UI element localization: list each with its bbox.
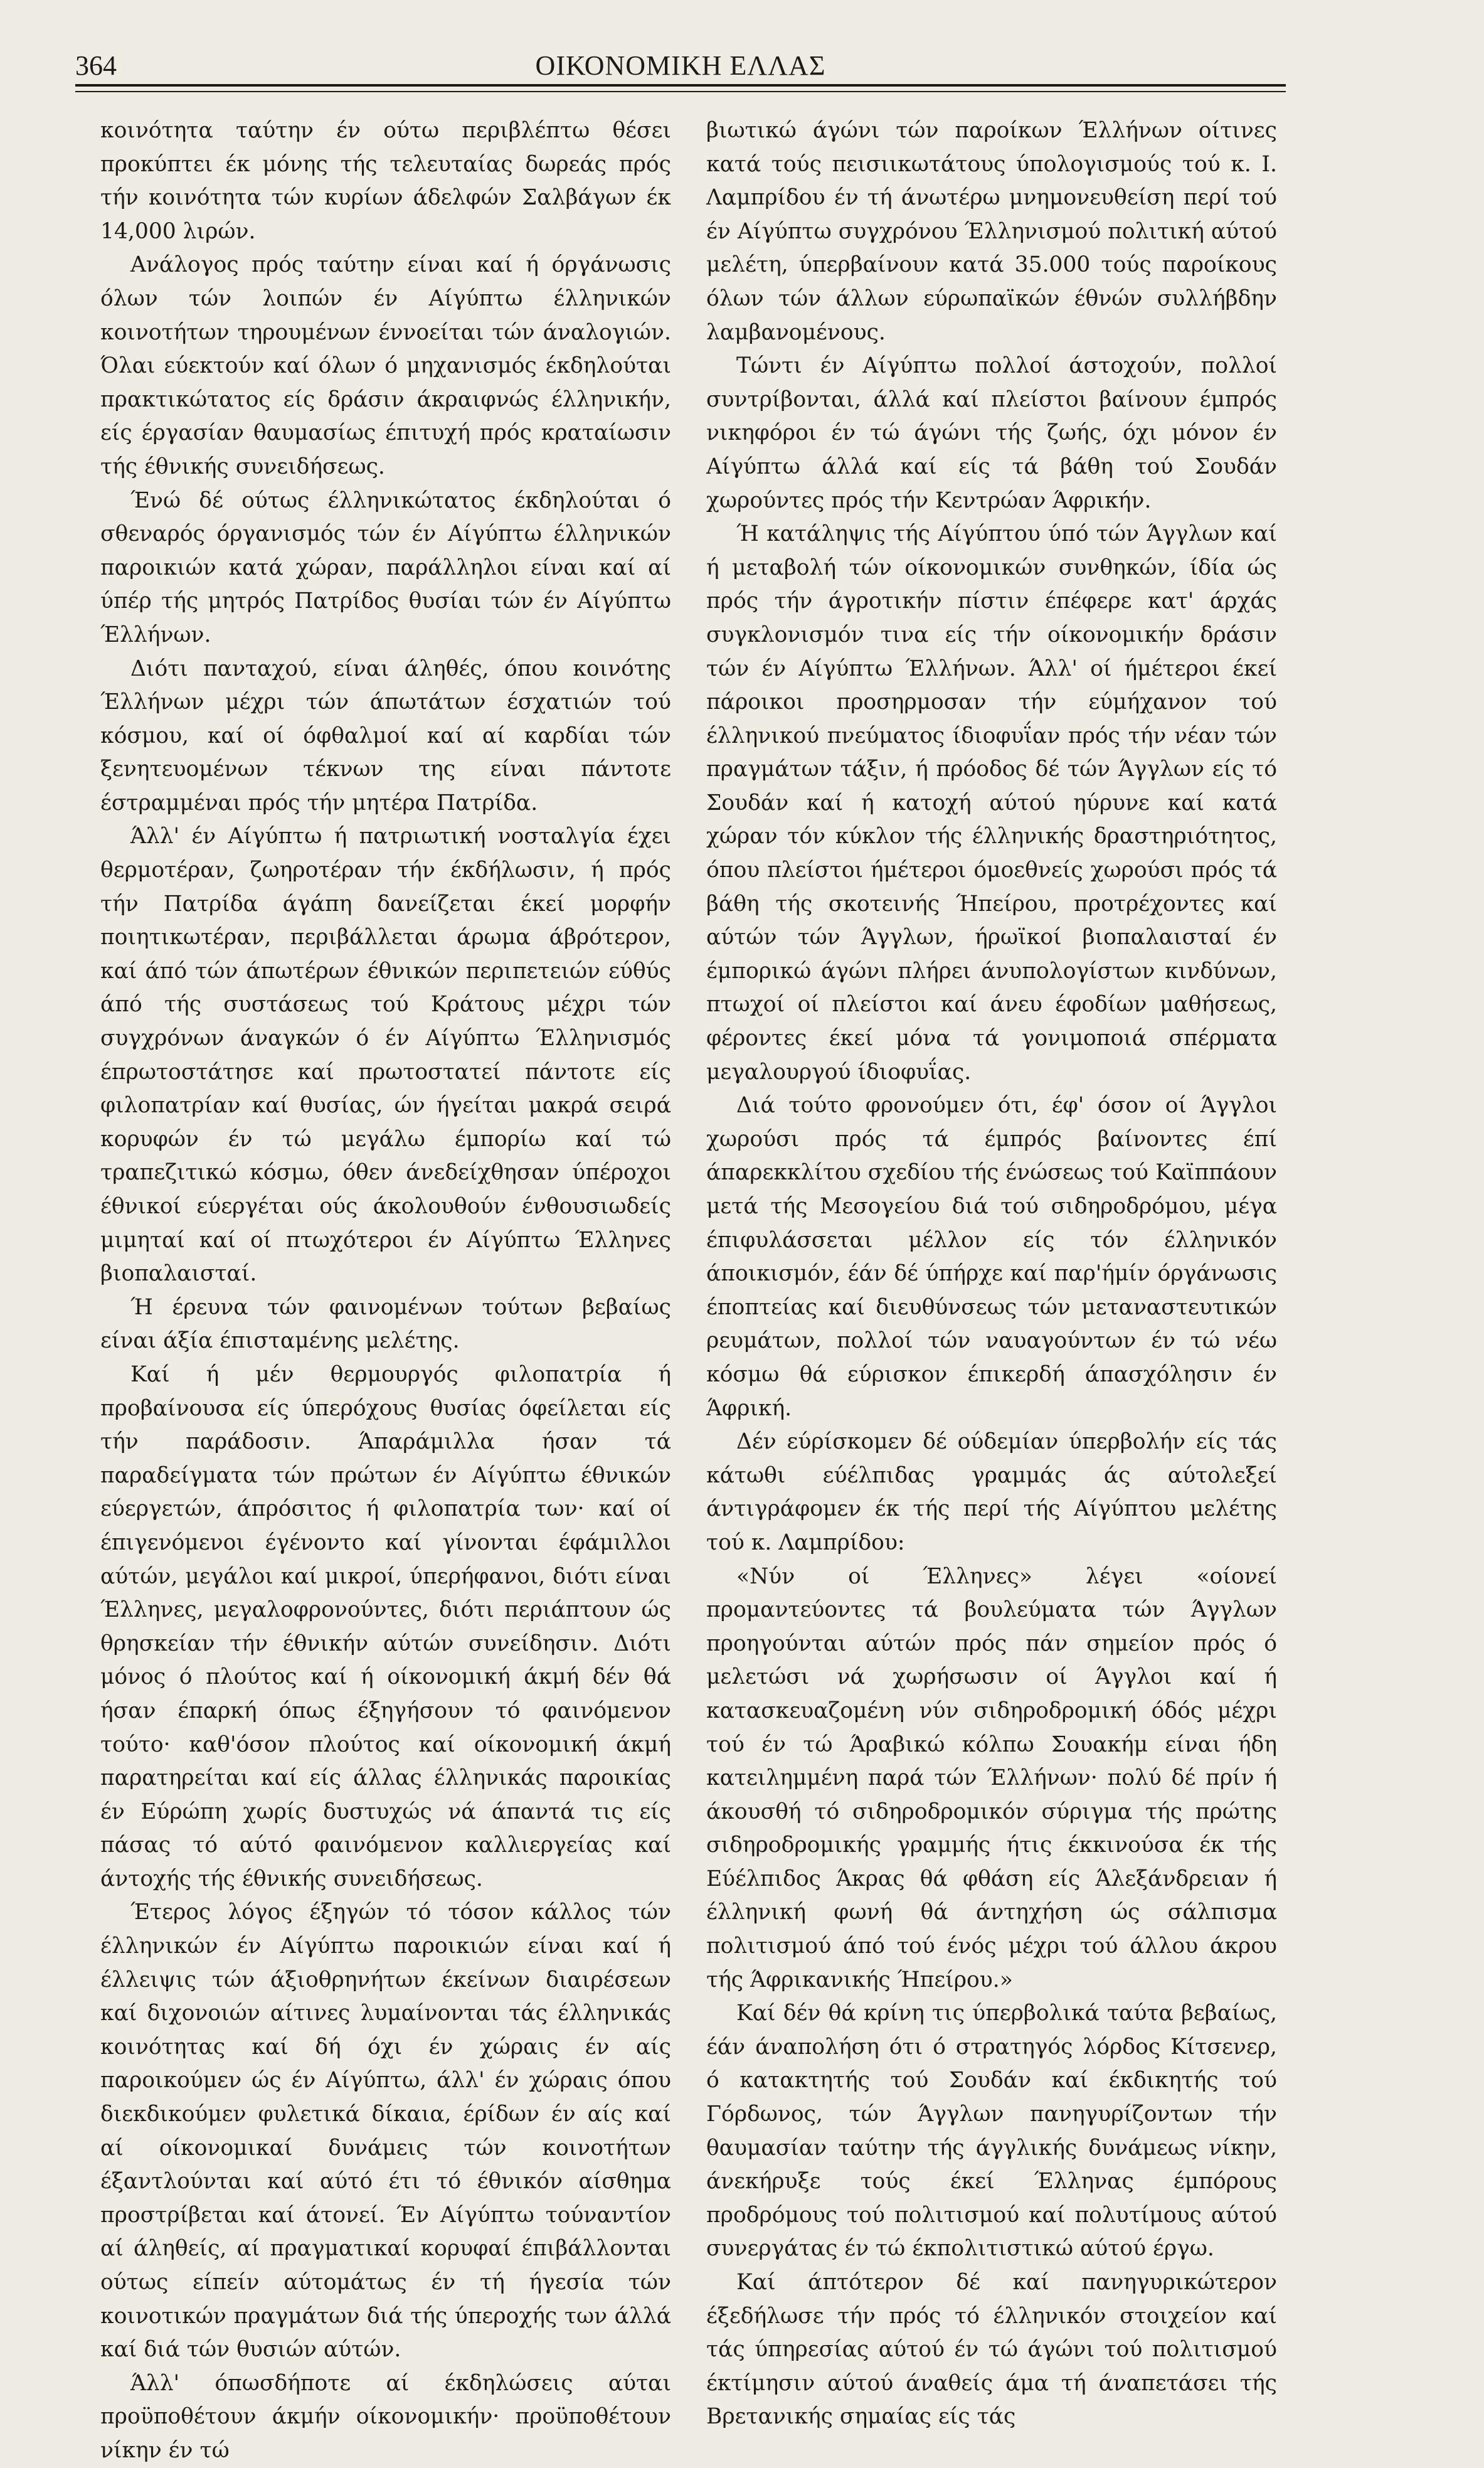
left-column [100, 114, 671, 2463]
page-header [75, 44, 1286, 88]
paragraph: Δέν εύρίσκομεν δέ ούδεμίαν ύπερβολήν είς τάς κάτωθι εύέλπιδας γραμμάς άς αύτολεξεί άντιγράφομεν έκ τής περί τής Αίγύπτου μελέτης τού κ. Λαμπρίδου: [706, 1429, 1277, 1555]
paragraph: Διότι πανταχού, είναι άληθές, όπου κοινότης Έλλήνων μέχρι τών άπωτάτων έσχατιών τού κόσμου, καί οί όφθαλμοί καί αί καρδίαι τών ξενητευομένων τέκνων της είναι πάντοτε έστραμμέναι πρός τήν μητέρα Πατρίδα. [100, 656, 671, 816]
header-rule-thin [75, 91, 1286, 92]
paragraph: κοινότητα ταύτην έν ούτω περιβλέπτω θέσει προκύπτει έκ μόνης τής τελευταίας δωρεάς πρός τήν κοινότητα τών κυρίων άδελφών Σαλβάγων έκ 14,000 λιρών. [100, 118, 671, 244]
paragraph: Άλλ' έν Αίγύπτω ή πατριωτική νοσταλγία έχει θερμοτέραν, ζωηροτέραν τήν έκδήλωσιν, ή πρός τήν Πατρίδα άγάπη δανείζεται έκεί μορφήν ποιητικωτέραν, περιβάλλεται άρωμα άβρότερον, καί άπό τών άπωτέρων έθνικών περιπετειών εύθύς άπό τής συστάσεως τού Κράτους μέχρι τών συγχρόνων άναγκών ό έν Αίγύπτω Έλληνισμός έπρωτοστάτησε καί πρωτοστατεί πάντοτε είς φιλοπατρίαν καί θυσίας, ών ήγείται μακρά σειρά κορυφών έν τώ μεγάλω έμπορίω καί τώ τραπεζιτικώ κόσμω, όθεν άνεδείχθησαν ύπέροχοι έθνικοί εύεργέται ούς άκολουθούν ένθουσιωδείς μιμηταί καί οί πτωχότεροι έν Αίγύπτω Έλληνες βιοπαλαισταί. [100, 824, 671, 1287]
paragraph: Καί άπτότερον δέ καί πανηγυρικώτερον έξεδήλωσε τήν πρός τό έλληνικόν στοιχείον καί τάς ύπηρεσίας αύτού έν τώ άγώνι τού πολιτισμού έκτίμησιν αύτού άναθείς άμα τή άναπετάσει τής Βρετανικής σημαίας είς τάς [706, 2270, 1277, 2430]
right-column [706, 114, 1277, 2430]
paragraph: Τώντι έν Αίγύπτω πολλοί άστοχούν, πολλοί συντρίβονται, άλλά καί πλείστοι βαίνουν έμπρός νικηφόροι έν τώ άγώνι τής ζωής, όχι μόνον έν Αίγύπτω άλλά καί είς τά βάθη τού Σουδάν χωρούντες πρός τήν Κεντρώαν Άφρικήν. [706, 353, 1277, 513]
paragraph: Έτερος λόγος έξηγών τό τόσον κάλλος τών έλληνικών έν Αίγύπτω παροικιών είναι καί ή έλλειψις τών άξιοθρηνήτων έκείνων διαιρέσεων καί διχονοιών αίτινες λυμαίνονται τάς έλληνικάς κοινότητας καί δή όχι έν χώραις έν αίς παροικούμεν ώς έν Αίγύπτω, άλλ' έν χώραις όπου διεκδικούμεν φυλετικά δίκαια, έρίδων έν αίς καί αί οίκονομικαί δυνάμεις τών κοινοτήτων έξαντλούνται καί αύτό έτι τό έθνικόν αίσθημα προστρίβεται καί άτονεί. Έν Αίγύπτω τούναντίον αί άληθείς, αί πραγματικαί κορυφαί έπιβάλλονται ούτως είπείν αύτομάτως έν τή ήγεσία τών κοινοτικών πραγμάτων διά τής ύπεροχής των άλλά καί διά τών θυσιών αύτών. [100, 1900, 671, 2363]
paragraph: Διά τούτο φρονούμεν ότι, έφ' όσον οί Άγγλοι χωρούσι πρός τά έμπρός βαίνοντες έπί άπαρεκκλίτου σχεδίου τής ένώσεως τού Καϊππάουν μετά τής Μεσογείου διά τού σιδηροδρόμου, μέγα έπιφυλάσσεται μέλλον είς τόν έλληνικόν άποικισμόν, έάν δέ ύπήρχε καί παρ'ήμίν όργάνωσις έποπτείας καί διευθύνσεως τών μεταναστευτικών ρευμάτων, πολλοί τών ναυαγούντων έν τώ νέω κόσμω θά εύρισκον έπικερδή άπασχόλησιν έν Άφρική. [706, 1093, 1277, 1421]
header-rule-thick [75, 84, 1286, 87]
page-number: 364 [75, 50, 117, 81]
paragraph: Ένώ δέ ούτως έλληνικώτατος έκδηλούται ό σθεναρός όργανισμός τών έν Αίγύπτω έλληνικών παροικιών κατά χώραν, παράλληλοι είναι καί αί ύπέρ τής μητρός Πατρίδος θυσίαι τών έν Αίγύπτω Έλλήνων. [100, 487, 671, 647]
paragraph: Καί ή μέν θερμουργός φιλοπατρία ή προβαίνουσα είς ύπερόχους θυσίας όφείλεται είς τήν παράδοσιν. Άπαράμιλλα ήσαν τά παραδείγματα τών πρώτων έν Αίγύπτω έθνικών εύεργετών, άπρόσιτος ή φιλοπατρία των· καί οί έπιγενόμενοι έγένοντο καί γίνονται έφάμιλλοι αύτών, μεγάλοι καί μικροί, ύπερήφανοι, διότι είναι Έλληνες, μεγαλοφρονούντες, διότι περιάπτουν ώς θρησκείαν τήν έθνικήν αύτών συνείδησιν. Διότι μόνος ό πλούτος καί ή οίκονομική άκμή δέν θά ήσαν έπαρκή όπως έξηγήσουν τό φαινόμενον τούτο· καθ'όσον πλούτος καί οίκονομική άκμή παρατηρείται καί είς άλλας έλληνικάς παροικίας έν Εύρώπη χωρίς δυστυχώς νά άπαντά τις είς πάσας τό αύτό φαινόμενον καλλιεργείας καί άντοχής τής έθνικής συνειδήσεως. [100, 1361, 671, 1891]
paragraph: Άλλ' όπωσδήποτε αί έκδηλώσεις αύται προϋποθέτουν άκμήν οίκονομικήν· προϋποθέτουν νίκην έν τώ [100, 2370, 671, 2463]
paragraph: Καί δέν θά κρίνη τις ύπερβολικά ταύτα βεβαίως, έάν άναπολήση ότι ό στρατηγός λόρδος Κίτσενερ, ό κατακτητής τού Σουδάν καί έκδικητής τού Γόρδωνος, τών Άγγλων πανηγυρίζοντων τήν θαυμασίαν ταύτην τής άγγλικής δυνάμεως νίκην, άνεκήρυξε τούς έκεί Έλληνας έμπόρους προδρόμους τού πολιτισμού καί πολυτίμους αύτού συνεργάτας έν τώ έκπολιτιστικώ αύτού έργω. [706, 2001, 1277, 2262]
paragraph: «Νύν οί Έλληνες» λέγει «οίονεί προμαντεύοντες τά βουλεύματα τών Άγγλων προηγούνται αύτών πρός πάν σημείον πρός ό μελετώσι νά χωρήσωσιν οί Άγγλοι καί ή κατασκευαζομένη νύν σιδηροδρομική όδός μέχρι τού έν τώ Άραβικώ κόλπω Σουακήμ είναι ήδη κατειλημμένη παρά τών Έλλήνων· πολύ δέ πρίν ή άκουσθή τό σιδηροδρομικόν σύριγμα τής πρώτης σιδηροδρομικής γραμμής ήτις έκκινούσα έκ τής Εύέλπιδος Άκρας θά φθάση είς Άλεξάνδρειαν ή έλληνική φωνή θά άντηχήση ώς σάλπισμα πολιτισμού άπό τού ένός μέχρι τού άλλου άκρου τής Άφρικανικής Ήπείρου.» [706, 1563, 1277, 1992]
paragraph: Ανάλογος πρός ταύτην είναι καί ή όργάνωσις όλων τών λοιπών έν Αίγύπτω έλληνικών κοινοτήτων τηρουμένων έννοείται τών άναλογιών. Όλαι εύεκτούν καί όλων ό μηχανισμός έκδηλούται πρακτικώτατος είς δράσιν άκραιφνώς έλληνικήν, είς έργασίαν θαυμασίως έπιτυχή πρός κραταίωσιν τής έθνικής συνειδήσεως. [100, 252, 671, 479]
running-title: ΟΙΚΟΝΟΜΙΚΗ ΕΛΛΑΣ [535, 50, 826, 81]
paragraph: Ή έρευνα τών φαινομένων τούτων βεβαίως είναι άξία έπισταμένης μελέτης. [100, 1294, 671, 1354]
paragraph: βιωτικώ άγώνι τών παροίκων Έλλήνων οίτινες κατά τούς πεισιικωτάτους ύπολογισμούς τού κ. Ι. Λαμπρίδου έν τή άνωτέρω μνημονευθείση περί τού έν Αίγύπτω συγχρόνου Έλληνισμού πολιτική αύτού μελέτη, ύπερβαίνουν κατά 35.000 τούς παροίκους όλων τών άλλων εύρωπαϊκών έθνών συλλήβδην λαμβανομένους. [706, 118, 1277, 345]
paragraph: Ή κατάληψις τής Αίγύπτου ύπό τών Άγγλων καί ή μεταβολή τών οίκονομικών συνθηκών, ίδία ώς πρός τήν άγροτικήν πίστιν έπέφερε κατ' άρχάς συγκλονισμόν τινα είς τήν οίκονομικήν δράσιν τών έν Αίγύπτω Έλλήνων. Άλλ' οί ήμέτεροι έκεί πάροικοι προσηρμοσαν τήν εύμήχανον τού έλληνικού πνεύματος ίδιοφυΐαν πρός τήν νέαν τών πραγμάτων τάξιν, ή πρόοδος δέ τών Άγγλων είς τό Σουδάν καί ή κατοχή αύτού ηύρυνε καί κατά χώραν τόν κύκλον τής έλληνικής δραστηριότητος, όπου πλείστοι ήμέτεροι όμοεθνείς χωρούσι πρός τά βάθη τής σκοτεινής Ήπείρου, προτρέχοντες καί αύτών τών Άγγλων, ήρωϊκοί βιοπαλαισταί έν έμπορικώ άγώνι πλήρει άνυπολογίστων κινδύνων, πτωχοί οί πλείστοι καί άνευ έφοδίων μαθήσεως, φέροντες έκεί μόνα τά γονιμοποιά σπέρματα μεγαλουργού ίδιοφυΐας. [706, 521, 1277, 1085]
